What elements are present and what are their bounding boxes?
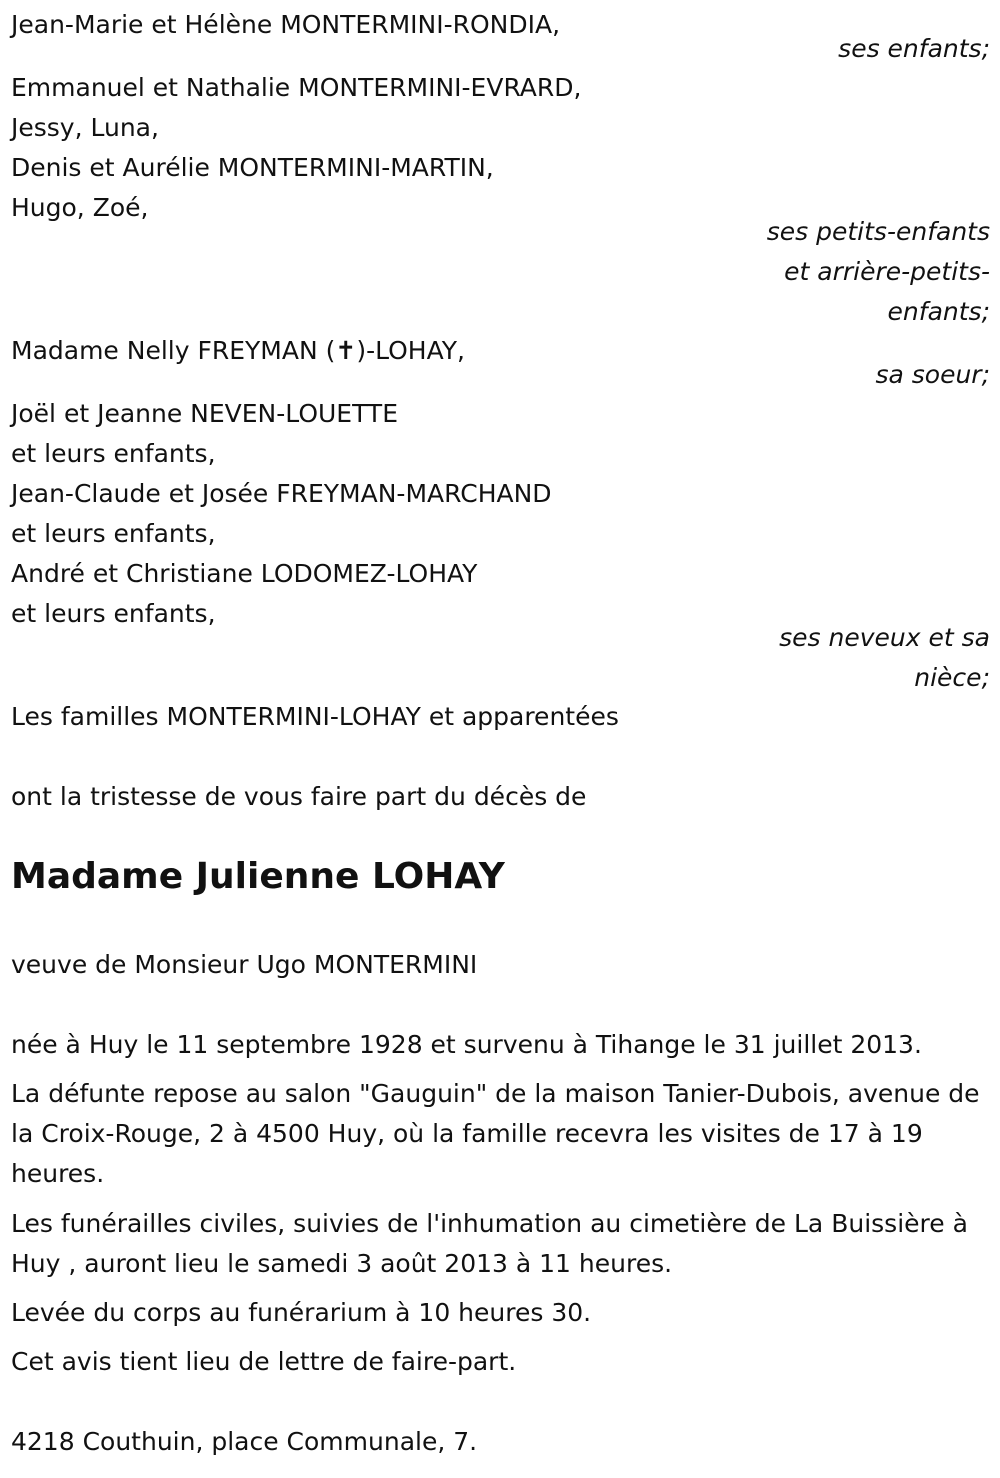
related-families: Les familles MONTERMINI-LOHAY et apparentées [11,702,619,731]
body-lift: Levée du corps au funérarium à 10 heures 30. [11,1298,592,1327]
nephews-line-4: et leurs enfants, [11,519,216,548]
children-label: ses enfants; [838,34,990,63]
widow-of: veuve de Monsieur Ugo MONTERMINI [11,950,478,979]
children-line-1: Jean-Marie et Hélène MONTERMINI-RONDIA, [11,10,561,39]
funeral-info: Les funérailles civiles, suivies de l'inhumation au cimetière de La Buissière à Huy , auront lieu le samedi 3 août 2013 à 11 heures. [11,1209,968,1278]
nephews-label-2: nièce; [914,663,990,692]
sister-line: Madame Nelly FREYMAN (✝)-LOHAY, [11,336,465,365]
grandchildren-label-1: ses petits-enfants [766,217,990,246]
grandchildren-line-2: Jessy, Luna, [11,113,159,142]
notice: Cet avis tient lieu de lettre de faire-part. [11,1347,517,1376]
grandchildren-line-4: Hugo, Zoé, [11,193,149,222]
birth-death: née à Huy le 11 septembre 1928 et survenu à Tihange le 31 juillet 2013. [11,1030,922,1059]
nephews-line-6: et leurs enfants, [11,599,216,628]
address: 4218 Couthuin, place Communale, 7. [11,1427,478,1456]
announcement: ont la tristesse de vous faire part du décès de [11,782,587,811]
deceased-name: Madame Julienne LOHAY [11,856,505,897]
sister-label: sa soeur; [875,360,990,389]
nephews-line-3: Jean-Claude et Josée FREYMAN-MARCHAND [11,479,552,508]
grandchildren-label-2: et arrière-petits- [784,257,990,286]
grandchildren-line-1: Emmanuel et Nathalie MONTERMINI-EVRARD, [11,73,582,102]
nephews-label-1: ses neveux et sa [779,623,990,652]
nephews-line-1: Joël et Jeanne NEVEN-LOUETTE [11,399,398,428]
nephews-line-2: et leurs enfants, [11,439,216,468]
rest-info: La défunte repose au salon "Gauguin" de la maison Tanier-Dubois, avenue de la Croix-Rouge, 2 à 4500 Huy, où la famille recevra les visites de 17 à 19 heures. [11,1079,980,1188]
grandchildren-label-3: enfants; [887,297,990,326]
grandchildren-line-3: Denis et Aurélie MONTERMINI-MARTIN, [11,153,494,182]
nephews-line-5: André et Christiane LODOMEZ-LOHAY [11,559,478,588]
